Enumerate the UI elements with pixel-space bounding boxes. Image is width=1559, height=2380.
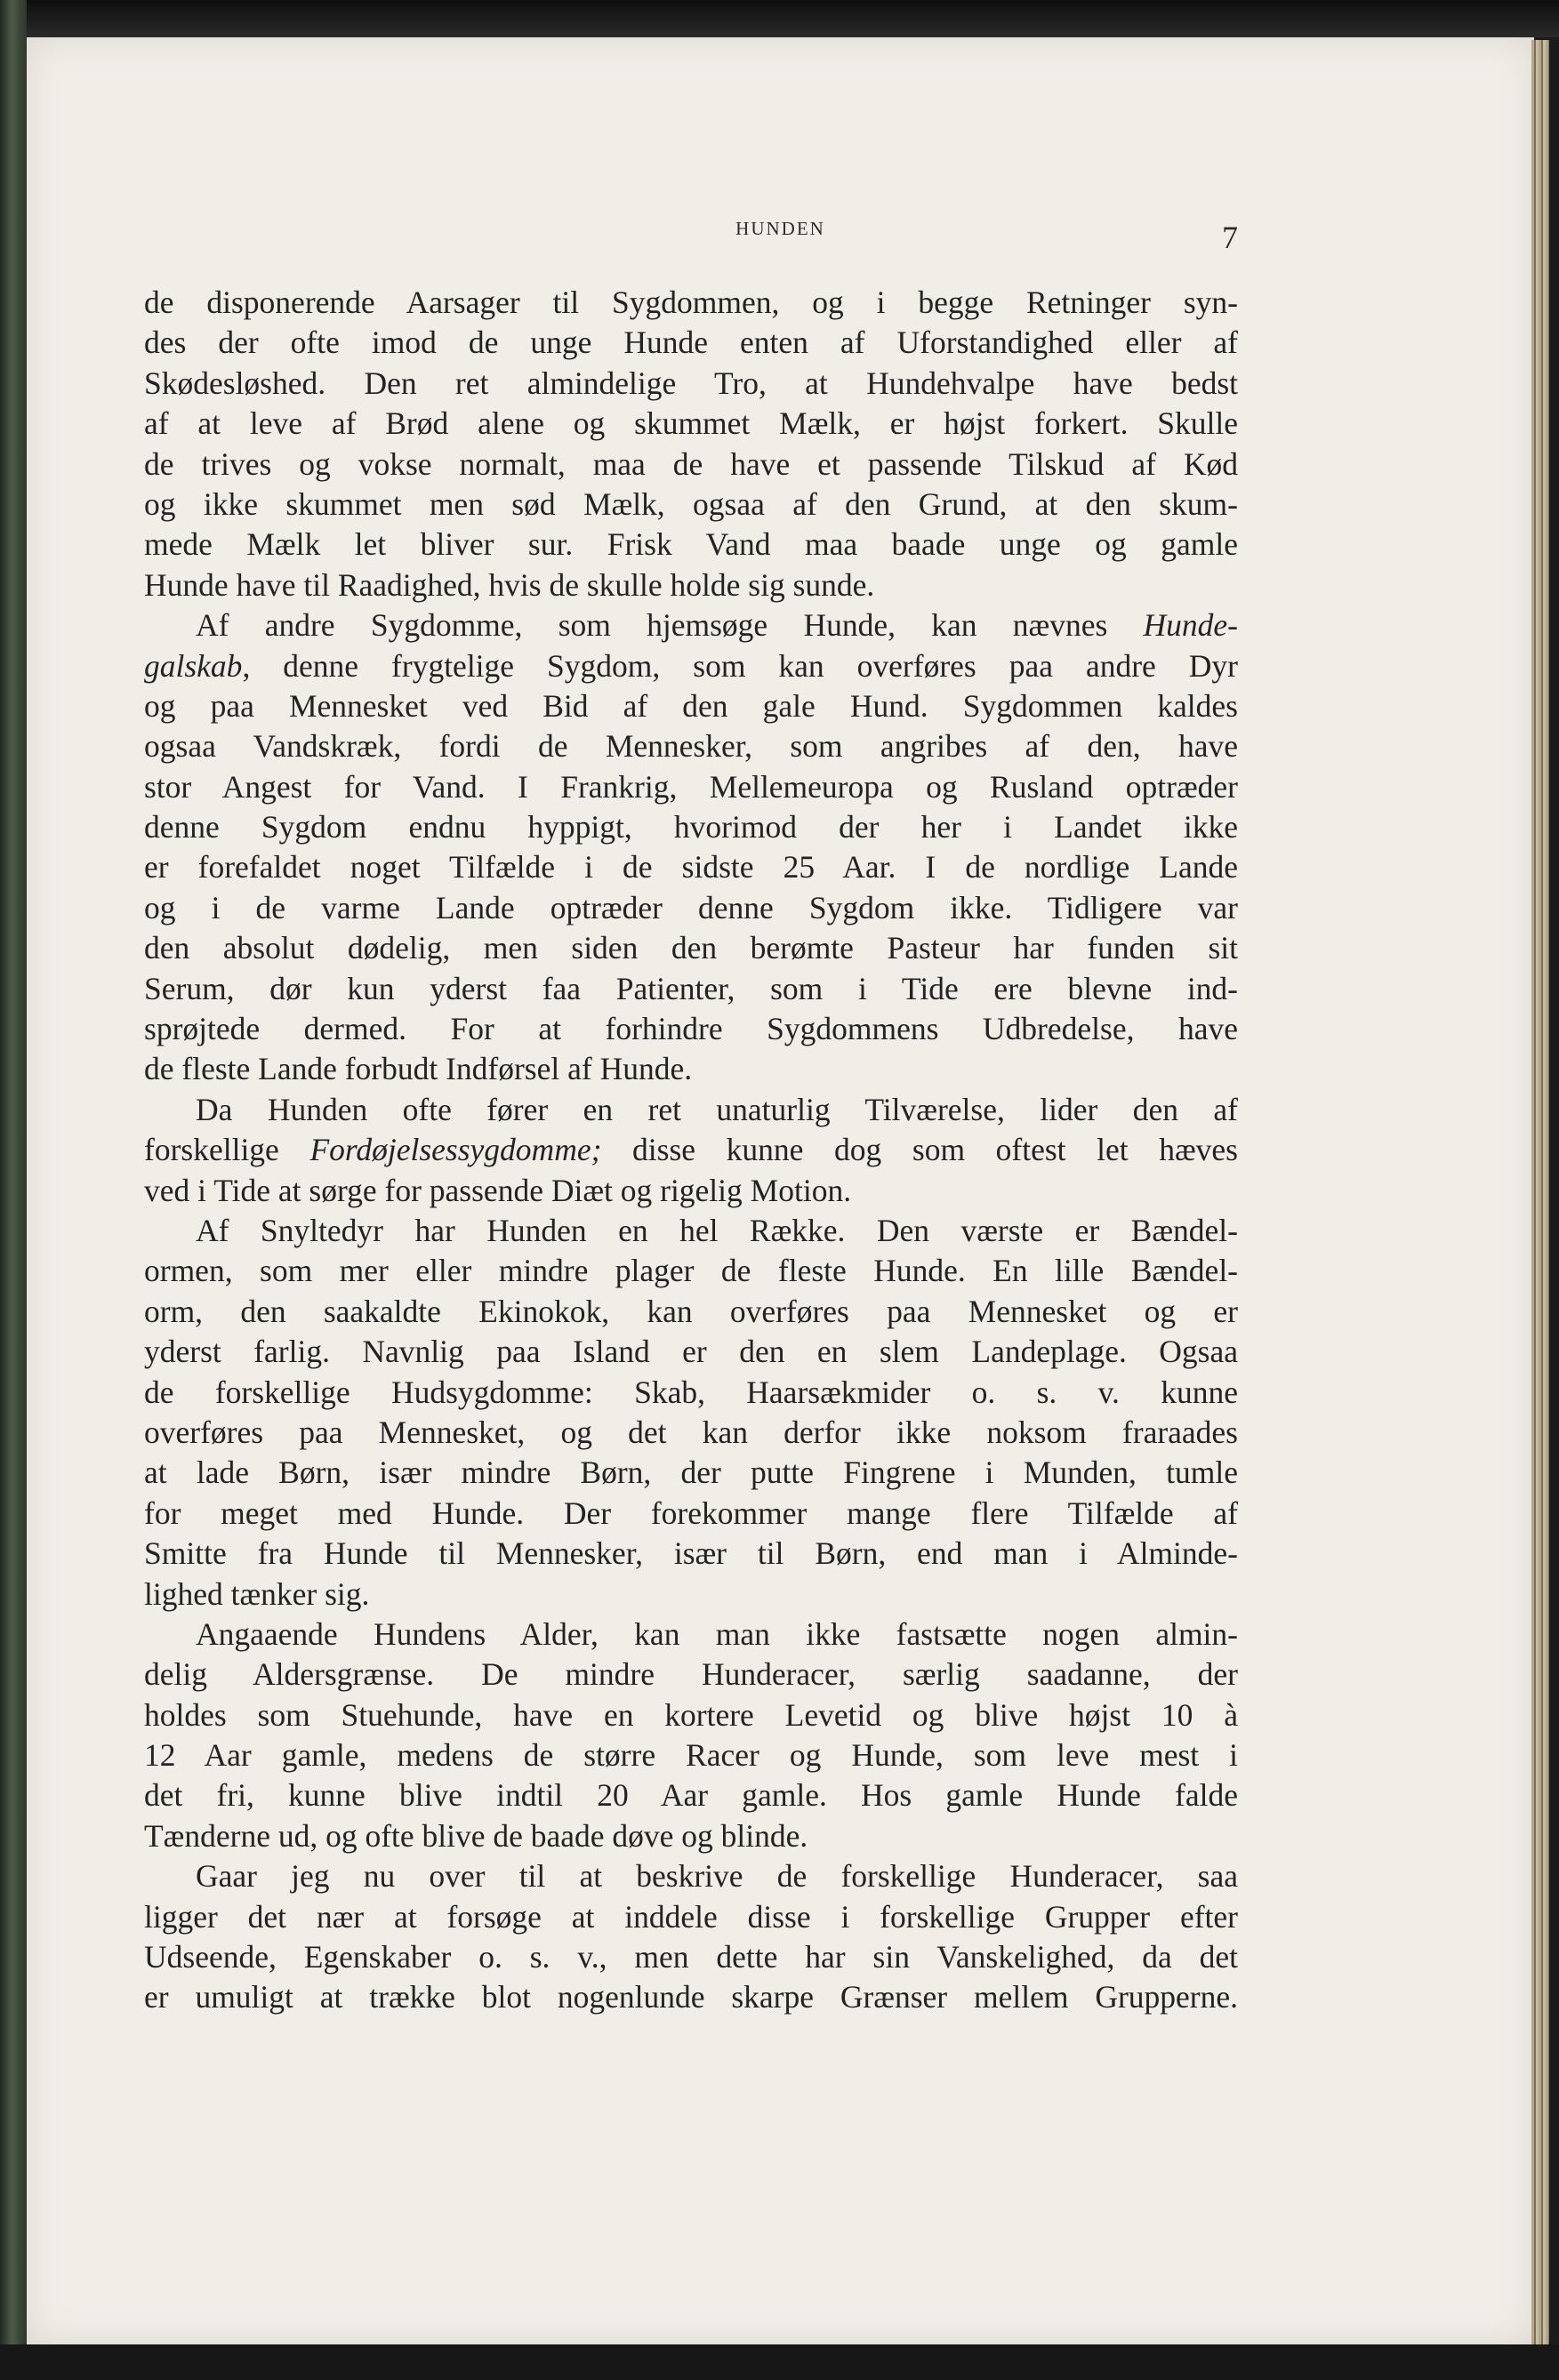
text-line — [144, 605, 1238, 645]
text-line: Angaaende Hundens Alder, kan man ikke fastsætte nogen almin- — [196, 1615, 1238, 1652]
text-line: ved i Tide at sørge for passende Diæt og rigelig Motion. — [144, 1172, 852, 1208]
text-line: Gaar jeg nu over til at beskrive de forskellige Hunderacer, saa — [196, 1858, 1238, 1895]
text-line: denne Sygdom endnu hyppigt, hvorimod der her i Landet ikke — [144, 809, 1238, 845]
text-line: de disponerende Aarsager til Sygdommen, og i begge Retninger syn- — [144, 284, 1238, 320]
text-line: de forskellige Hudsygdomme: Skab, Haarsækmider o. s. v. kunne — [144, 1374, 1238, 1410]
text-line: for meget med Hunde. Der forekommer mange flere Tilfælde af — [144, 1495, 1238, 1531]
text-line: lighed tænker sig. — [144, 1575, 370, 1612]
text-line: Da Hunden ofte fører en ret unaturlig Tilværelse, lider den af — [196, 1091, 1238, 1127]
text-line: Udseende, Egenskaber o. s. v., men dette har sin Vanskelighed, da det — [144, 1939, 1238, 1975]
text-line: 12 Aar gamle, medens de større Racer og Hunde, som leve mest i — [144, 1737, 1238, 1774]
paragraph-3 — [144, 1090, 1238, 1211]
paragraph-6 — [144, 1856, 1238, 2018]
italic-term: Fordøjelsessygdomme; — [309, 1132, 602, 1168]
text-line: ogsaa Vandskræk, fordi de Mennesker, som angribes af den, have — [144, 728, 1238, 765]
text-line: og i de varme Lande optræder denne Sygdom ikke. Tidligere var — [144, 889, 1238, 926]
page-number: 7 — [1222, 220, 1238, 255]
scan-bottom-edge — [0, 2344, 1559, 2380]
text-line: delig Aldersgrænse. De mindre Hunderacer, særlig saadanne, der — [144, 1656, 1238, 1693]
text-line: orm, den saakaldte Ekinokok, kan overføres paa Mennesket og er — [144, 1293, 1238, 1329]
book-binding — [0, 0, 27, 2380]
text-run: disse kunne dog som oftest let hæves — [601, 1132, 1239, 1168]
text-line: af at leve af Brød alene og skummet Mælk, er højst forkert. Skulle — [144, 405, 1238, 442]
text-line: yderst farlig. Navnlig paa Island er den en slem Landeplage. Ogsaa — [144, 1334, 1238, 1370]
text-run: Af andre Sygdomme, som hjemsøge Hunde, kan nævnes — [196, 607, 1144, 644]
text-line: og ikke skummet men sød Mælk, ogsaa af den Grund, at den skum- — [144, 485, 1238, 522]
text-line: de trives og vokse normalt, maa de have et passende Tilskud af Kød — [144, 445, 1238, 482]
text-line: Af Snyltedyr har Hunden en hel Række. Den værste er Bændel- — [196, 1212, 1238, 1248]
text-line: de fleste Lande forbudt Indførsel af Hunde. — [144, 1051, 693, 1087]
text-line: Hunde have til Raadighed, hvis de skulle holde sig sunde. — [144, 566, 875, 603]
text-line: den absolut dødelig, men siden den berømte Pasteur har funden sit — [144, 930, 1238, 966]
italic-term: Hunde- — [1143, 607, 1238, 644]
text-line: Tænderne ud, og ofte blive de baade døve og blinde. — [144, 1817, 808, 1854]
text-line: at lade Børn, især mindre Børn, der putte Fingrene i Munden, tumle — [144, 1454, 1238, 1491]
paragraph-2 — [144, 605, 1238, 1090]
italic-term: galskab — [144, 647, 243, 684]
text-line: mede Mælk let bliver sur. Frisk Vand maa baade unge og gamle — [144, 526, 1238, 563]
text-line: holdes som Stuehunde, have en kortere Levetid og blive højst 10 à — [144, 1696, 1238, 1733]
running-head: HUNDEN — [735, 218, 825, 239]
text-line: overføres paa Mennesket, og det kan derfor ikke noksom fraraades — [144, 1414, 1238, 1450]
text-line: Smitte fra Hunde til Mennesker, især til Børn, end man i Alminde- — [144, 1535, 1238, 1572]
paragraph-1 — [144, 283, 1238, 605]
text-line: des der ofte imod de unge Hunde enten af Uforstandighed eller af — [144, 325, 1238, 361]
text-line: er forefaldet noget Tilfælde i de sidste 25 Aar. I de nordlige Lande — [144, 849, 1238, 885]
text-run: , denne frygtelige Sygdom, som kan overføres paa andre Dyr — [242, 647, 1238, 684]
body-text — [144, 283, 1238, 2018]
text-line: og paa Mennesket ved Bid af den gale Hund. Sygdommen kaldes — [144, 687, 1238, 724]
text-line: sprøjtede dermed. For at forhindre Sygdommens Udbredelse, have — [144, 1011, 1238, 1047]
text-line: det fri, kunne blive indtil 20 Aar gamle. Hos gamle Hunde falde — [144, 1777, 1238, 1814]
text-run: forskellige — [144, 1132, 310, 1168]
text-line — [144, 1130, 1238, 1170]
text-line: Serum, dør kun yderst faa Patienter, som i Tide ere blevne ind- — [144, 970, 1238, 1006]
scan-top-edge — [0, 0, 1559, 37]
text-line — [144, 646, 1238, 686]
text-line: Skødesløshed. Den ret almindelige Tro, at Hundehvalpe have bedst — [144, 365, 1238, 401]
paragraph-4 — [144, 1211, 1238, 1615]
page-fore-edge — [1531, 40, 1549, 2347]
paragraph-5 — [144, 1615, 1238, 1856]
text-line: ormen, som mer eller mindre plager de fleste Hunde. En lille Bændel- — [144, 1253, 1238, 1289]
text-line: er umuligt at trække blot nogenlunde skarpe Grænser mellem Grupperne. — [144, 1979, 1238, 2015]
text-line: ligger det nær at forsøge at inddele disse i forskellige Grupper efter — [144, 1898, 1238, 1935]
text-line: stor Angest for Vand. I Frankrig, Mellemeuropa og Rusland optræder — [144, 768, 1238, 805]
